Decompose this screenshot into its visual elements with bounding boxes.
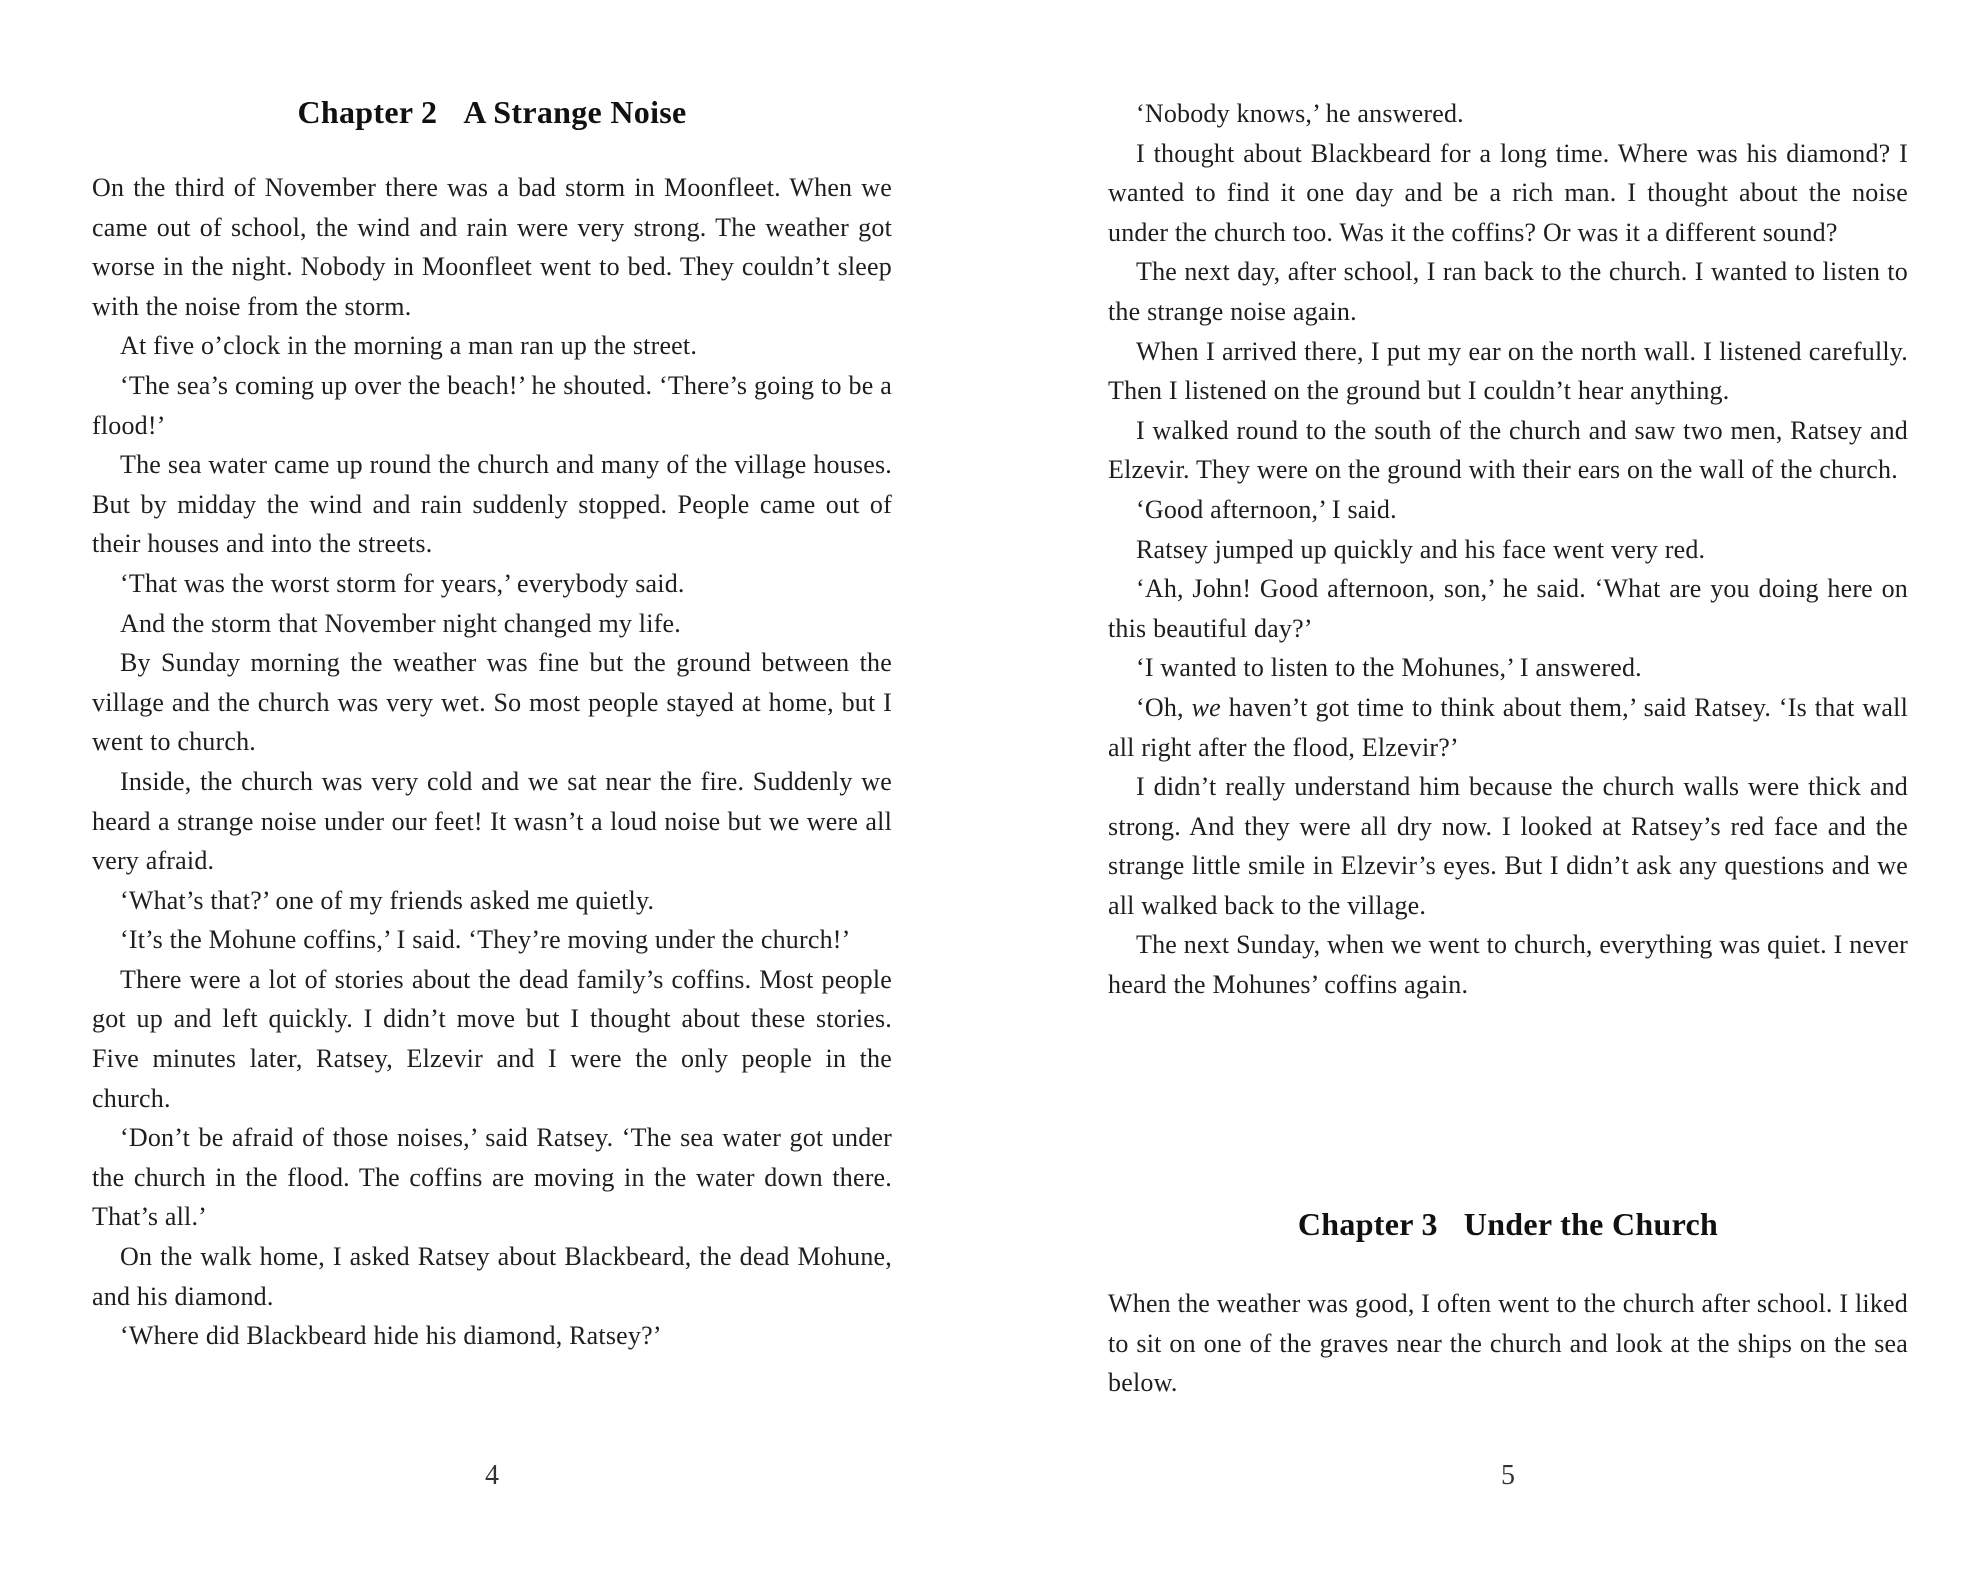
chapter-3-body	[1108, 1284, 1908, 1403]
paragraph: The sea water came up round the church and many of the village houses. But by midday the wind and rain suddenly stopped. People came out of their houses and into the streets.	[92, 450, 892, 559]
paragraph: ‘What’s that?’ one of my friends asked me quietly.	[120, 885, 655, 915]
paragraph: ‘I wanted to listen to the Mohunes,’ I answered.	[1136, 653, 1642, 683]
paragraph: Ratsey jumped up quickly and his face went very red.	[1136, 534, 1706, 564]
paragraph: ‘It’s the Mohune coffins,’ I said. ‘They’re moving under the church!’	[120, 925, 851, 955]
paragraph: On the walk home, I asked Ratsey about Blackbeard, the dead Mohune, and his diamond.	[92, 1242, 892, 1311]
chapter-2-continued-body	[1108, 94, 1908, 1005]
paragraph: ‘Where did Blackbeard hide his diamond, Ratsey?’	[120, 1321, 662, 1351]
chapter-number: Chapter 3	[1297, 1206, 1438, 1242]
paragraph: ‘Ah, John! Good afternoon, son,’ he said. ‘What are you doing here on this beautiful day?’	[1108, 574, 1908, 643]
text-run: ‘Oh,	[1136, 692, 1192, 722]
paragraph: And the storm that November night changed my life.	[120, 608, 681, 638]
page-number: 4	[485, 1460, 499, 1491]
text-run: haven’t got time to think about them,’ said Ratsey. ‘Is that wall all right after the flood, Elzevir?’	[1108, 692, 1908, 762]
paragraph: The next Sunday, when we went to church, everything was quiet. I never heard the Mohunes’ coffins again.	[1108, 930, 1908, 1000]
chapter-number: Chapter 2	[297, 94, 438, 130]
paragraph: I didn’t really understand him because the church walls were thick and strong. And they were all dry now. I looked at Ratsey’s red face and the strange little smile in Elzevir’s eyes. But I didn’t ask any questions and we all walked back to the village.	[1108, 772, 1908, 920]
paragraph: Inside, the church was very cold and we sat near the fire. Suddenly we heard a strange noise under our feet! It wasn’t a loud noise but we were all very afraid.	[92, 766, 892, 876]
paragraph: The next day, after school, I ran back to the church. I wanted to listen to the strange noise again.	[1108, 257, 1908, 326]
paragraph: ‘The sea’s coming up over the beach!’ he shouted. ‘There’s going to be a flood!’	[92, 370, 892, 440]
paragraph: ‘Nobody knows,’ he answered.	[1136, 99, 1464, 128]
paragraph: ‘Don’t be afraid of those noises,’ said Ratsey. ‘The sea water got under the church in the flood. The coffins are moving in the water down there. That’s all.’	[92, 1123, 892, 1232]
paragraph: There were a lot of stories about the dead family’s coffins. Most people got up and left quickly. I didn’t move but I thought about these stories. Five minutes later, Ratsey, Elzevir and I were the only people in the church.	[92, 964, 892, 1113]
emphasis: we	[1191, 692, 1221, 722]
right-page	[1108, 0, 1908, 1570]
paragraph: At five o’clock in the morning a man ran up the street.	[120, 331, 698, 361]
chapter-title: A Strange Noise	[463, 94, 687, 130]
paragraph: ‘Good afternoon,’ I said.	[1136, 494, 1397, 524]
chapter-2-body	[92, 168, 892, 1356]
paragraph: When I arrived there, I put my ear on the north wall. I listened carefully. Then I listened on the ground but I couldn’t hear anything.	[1108, 336, 1908, 406]
left-page	[92, 0, 892, 1570]
chapter-2-heading	[92, 92, 892, 132]
paragraph: ‘That was the worst storm for years,’ everybody said.	[120, 568, 685, 598]
paragraph: On the third of November there was a bad storm in Moonfleet. When we came out of school, the wind and rain were very strong. The weather got worse in the night. Nobody in Moonfleet went to bed. They couldn’t sleep with the noise from the storm.	[92, 173, 892, 321]
paragraph: By Sunday morning the weather was fine but the ground between the village and the church was very wet. So most people stayed at home, but I went to church.	[92, 648, 892, 757]
paragraph: I thought about Blackbeard for a long time. Where was his diamond? I wanted to find it one day and be a rich man. I thought about the noise under the church too. Was it the coffins? Or was it a different sound?	[1108, 138, 1908, 247]
paragraph: When the weather was good, I often went to the church after school. I liked to sit on one of the graves near the church and look at the ships on the sea below.	[1108, 1289, 1908, 1398]
chapter-3-heading	[1108, 1204, 1908, 1244]
page-number: 5	[1501, 1460, 1515, 1491]
paragraph	[1108, 688, 1908, 767]
paragraph: I walked round to the south of the church and saw two men, Ratsey and Elzevir. They were on the ground with their ears on the wall of the church.	[1108, 415, 1908, 485]
chapter-title: Under the Church	[1463, 1206, 1719, 1242]
